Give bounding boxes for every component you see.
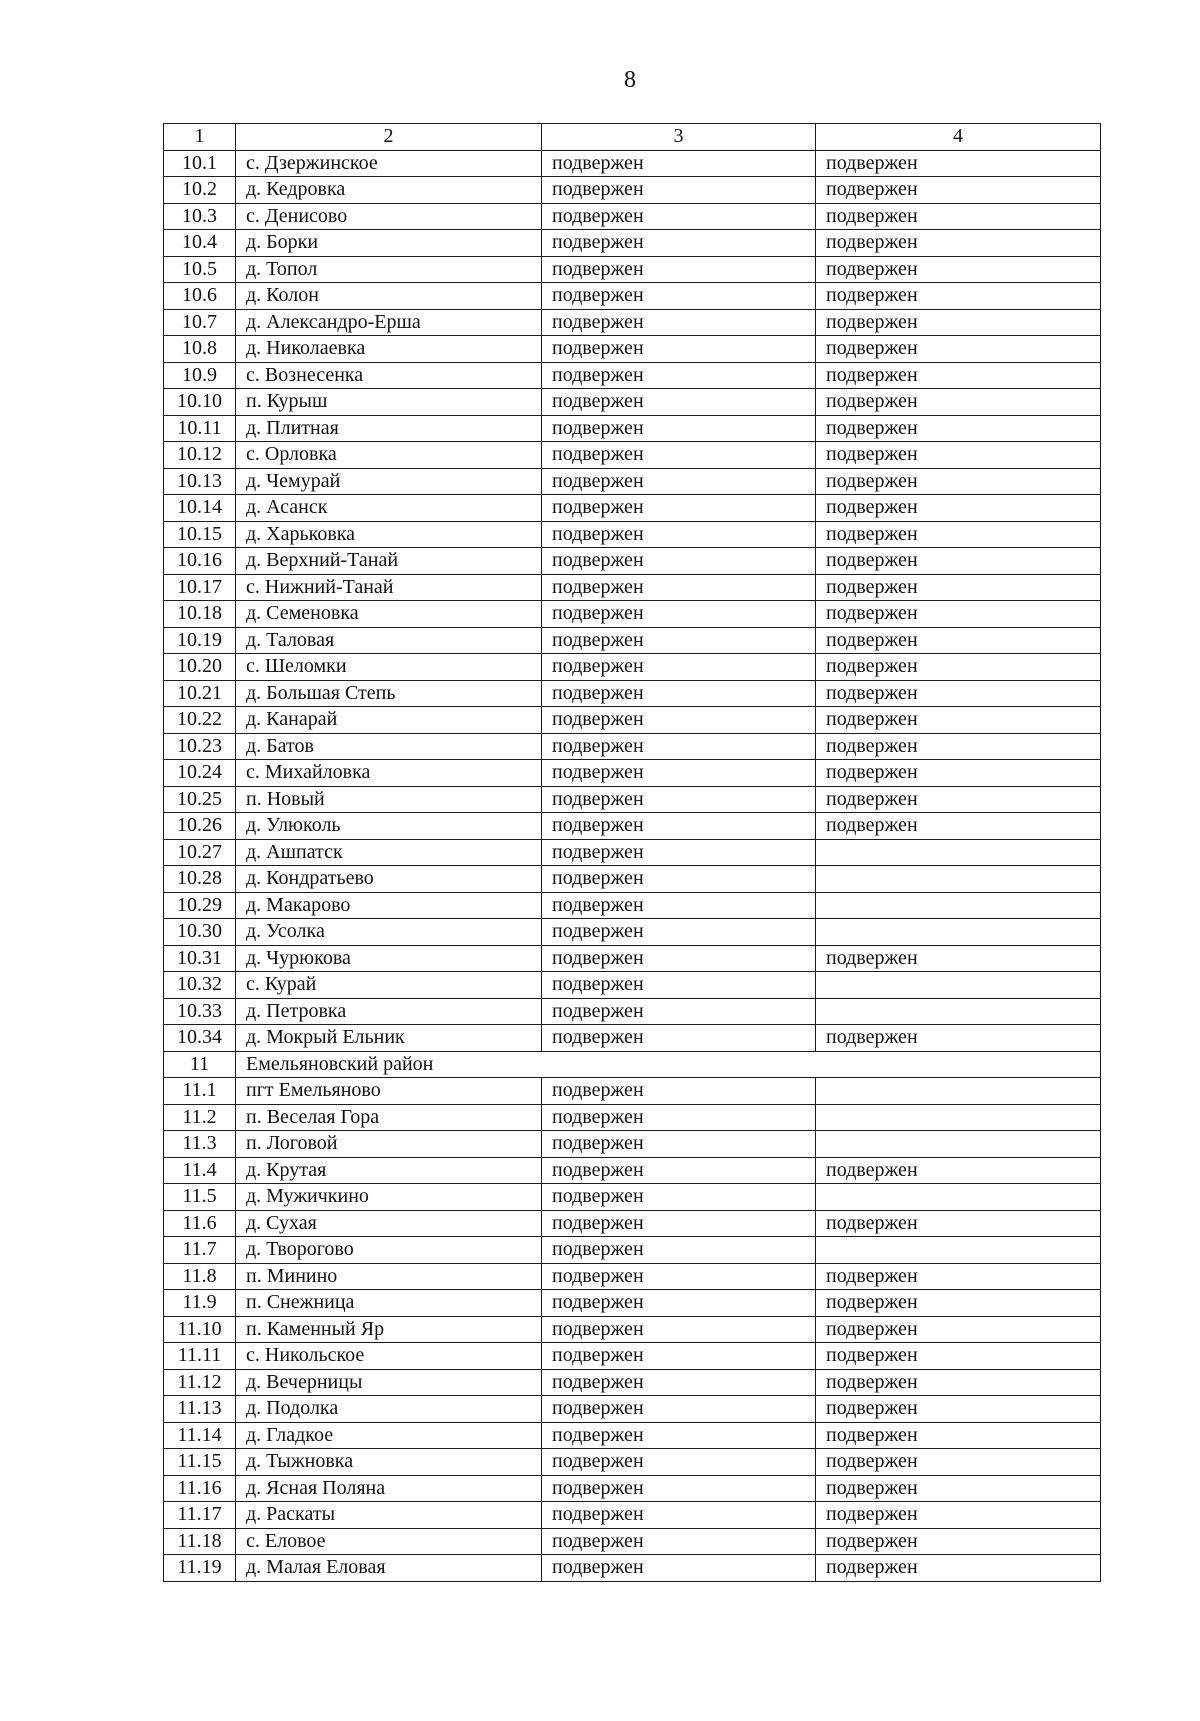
table-row <box>164 1449 1101 1476</box>
row-number: 10.27 <box>164 839 236 866</box>
settlement-name: д. Улюколь <box>236 813 542 840</box>
table-row <box>164 733 1101 760</box>
row-number: 10.1 <box>164 150 236 177</box>
row-number: 11.8 <box>164 1263 236 1290</box>
table-header-row <box>164 124 1101 151</box>
column-3-value: подвержен <box>542 892 816 919</box>
column-3-value: подвержен <box>542 1131 816 1158</box>
column-3-value: подвержен <box>542 415 816 442</box>
column-4-value: подвержен <box>816 733 1101 760</box>
column-3-value: подвержен <box>542 839 816 866</box>
column-3-value: подвержен <box>542 1555 816 1582</box>
row-number: 11.19 <box>164 1555 236 1582</box>
column-4-value: подвержен <box>816 203 1101 230</box>
column-4-value: подвержен <box>816 1157 1101 1184</box>
column-3-value: подвержен <box>542 442 816 469</box>
column-4-value: подвержен <box>816 495 1101 522</box>
row-number: 10.21 <box>164 680 236 707</box>
table-body <box>164 150 1101 1581</box>
column-4-value: подвержен <box>816 1502 1101 1529</box>
row-number: 10.17 <box>164 574 236 601</box>
settlement-name: д. Гладкое <box>236 1422 542 1449</box>
table-row <box>164 1237 1101 1264</box>
row-number: 10.4 <box>164 230 236 257</box>
row-number: 10.23 <box>164 733 236 760</box>
settlement-name: д. Петровка <box>236 998 542 1025</box>
column-4-value: подвержен <box>816 177 1101 204</box>
table-row <box>164 972 1101 999</box>
table-row <box>164 1475 1101 1502</box>
row-number: 11.12 <box>164 1369 236 1396</box>
table-row <box>164 1369 1101 1396</box>
settlement-name: д. Крутая <box>236 1157 542 1184</box>
row-number: 11.7 <box>164 1237 236 1264</box>
settlement-name: д. Чемурай <box>236 468 542 495</box>
table-row <box>164 574 1101 601</box>
column-4-value: подвержен <box>816 468 1101 495</box>
settlement-name: д. Ясная Поляна <box>236 1475 542 1502</box>
settlement-name: д. Верхний-Танай <box>236 548 542 575</box>
column-4-value: подвержен <box>816 786 1101 813</box>
column-3-value: подвержен <box>542 1157 816 1184</box>
settlement-name: д. Асанск <box>236 495 542 522</box>
row-number: 10.11 <box>164 415 236 442</box>
column-3-value: подвержен <box>542 654 816 681</box>
settlement-name: с. Шеломки <box>236 654 542 681</box>
column-4-value: подвержен <box>816 230 1101 257</box>
table-row <box>164 1422 1101 1449</box>
column-4-value: подвержен <box>816 1025 1101 1052</box>
table-row <box>164 680 1101 707</box>
column-3-value: подвержен <box>542 1528 816 1555</box>
column-3-value: подвержен <box>542 1237 816 1264</box>
row-number: 10.2 <box>164 177 236 204</box>
column-3-value: подвержен <box>542 468 816 495</box>
settlement-name: с. Курай <box>236 972 542 999</box>
table-row <box>164 336 1101 363</box>
column-4-value: подвержен <box>816 707 1101 734</box>
column-header-2: 2 <box>236 124 542 151</box>
column-4-value: подвержен <box>816 945 1101 972</box>
column-4-value: подвержен <box>816 1528 1101 1555</box>
column-4-value: подвержен <box>816 680 1101 707</box>
settlement-name: д. Харьковка <box>236 521 542 548</box>
settlement-name: д. Малая Еловая <box>236 1555 542 1582</box>
row-number: 10.9 <box>164 362 236 389</box>
settlement-name: д. Вечерницы <box>236 1369 542 1396</box>
table-row <box>164 601 1101 628</box>
settlement-name: д. Батов <box>236 733 542 760</box>
table-row <box>164 707 1101 734</box>
column-4-value: подвержен <box>816 548 1101 575</box>
table-row <box>164 415 1101 442</box>
table-row <box>164 1078 1101 1105</box>
column-3-value: подвержен <box>542 283 816 310</box>
table-row <box>164 442 1101 469</box>
row-number: 10.24 <box>164 760 236 787</box>
settlement-name: д. Николаевка <box>236 336 542 363</box>
table-row <box>164 760 1101 787</box>
table-row <box>164 1396 1101 1423</box>
row-number: 10.8 <box>164 336 236 363</box>
settlement-name: п. Снежница <box>236 1290 542 1317</box>
column-3-value: подвержен <box>542 919 816 946</box>
row-number: 11.13 <box>164 1396 236 1423</box>
settlement-name: д. Чурюкова <box>236 945 542 972</box>
table-row <box>164 203 1101 230</box>
column-4-value: подвержен <box>816 654 1101 681</box>
row-number: 10.30 <box>164 919 236 946</box>
column-4-value <box>816 919 1101 946</box>
settlement-name: д. Топол <box>236 256 542 283</box>
row-number: 11.10 <box>164 1316 236 1343</box>
settlement-name: с. Вознесенка <box>236 362 542 389</box>
settlement-name: п. Каменный Яр <box>236 1316 542 1343</box>
row-number: 10.28 <box>164 866 236 893</box>
settlement-name: д. Семеновка <box>236 601 542 628</box>
settlement-name: д. Александро-Ерша <box>236 309 542 336</box>
district-name: Емельяновский район <box>236 1051 1101 1078</box>
column-4-value <box>816 1184 1101 1211</box>
column-3-value: подвержен <box>542 1502 816 1529</box>
settlement-name: д. Подолка <box>236 1396 542 1423</box>
column-3-value: подвержен <box>542 389 816 416</box>
table-row <box>164 919 1101 946</box>
column-4-value: подвержен <box>816 1449 1101 1476</box>
settlement-name: с. Дзержинское <box>236 150 542 177</box>
column-3-value: подвержен <box>542 150 816 177</box>
column-3-value: подвержен <box>542 707 816 734</box>
column-3-value: подвержен <box>542 1449 816 1476</box>
row-number: 10.16 <box>164 548 236 575</box>
table-row <box>164 1316 1101 1343</box>
row-number: 10.32 <box>164 972 236 999</box>
column-4-value: подвержен <box>816 574 1101 601</box>
column-4-value <box>816 866 1101 893</box>
column-3-value: подвержен <box>542 998 816 1025</box>
settlement-name: д. Творогово <box>236 1237 542 1264</box>
table-row <box>164 627 1101 654</box>
column-3-value: подвержен <box>542 601 816 628</box>
column-3-value: подвержен <box>542 256 816 283</box>
column-4-value: подвержен <box>816 150 1101 177</box>
column-4-value <box>816 892 1101 919</box>
column-4-value: подвержен <box>816 813 1101 840</box>
table-row <box>164 1528 1101 1555</box>
settlement-name: д. Колон <box>236 283 542 310</box>
settlement-name: п. Веселая Гора <box>236 1104 542 1131</box>
settlement-name: д. Кедровка <box>236 177 542 204</box>
column-3-value: подвержен <box>542 521 816 548</box>
column-3-value: подвержен <box>542 495 816 522</box>
table-row <box>164 389 1101 416</box>
column-4-value <box>816 1131 1101 1158</box>
column-3-value: подвержен <box>542 203 816 230</box>
settlement-name: д. Ашпатск <box>236 839 542 866</box>
column-3-value: подвержен <box>542 336 816 363</box>
table-row <box>164 813 1101 840</box>
row-number: 11.6 <box>164 1210 236 1237</box>
table-row <box>164 1210 1101 1237</box>
settlement-name: с. Михайловка <box>236 760 542 787</box>
column-3-value: подвержен <box>542 733 816 760</box>
column-4-value: подвержен <box>816 627 1101 654</box>
settlement-name: п. Логовой <box>236 1131 542 1158</box>
row-number: 10.19 <box>164 627 236 654</box>
column-4-value: подвержен <box>816 1422 1101 1449</box>
settlement-name: с. Орловка <box>236 442 542 469</box>
table-row <box>164 1555 1101 1582</box>
settlement-name: д. Большая Степь <box>236 680 542 707</box>
table-row <box>164 362 1101 389</box>
row-number: 11.18 <box>164 1528 236 1555</box>
row-number: 11.4 <box>164 1157 236 1184</box>
column-3-value: подвержен <box>542 1396 816 1423</box>
row-number: 10.10 <box>164 389 236 416</box>
row-number: 10.18 <box>164 601 236 628</box>
table-row <box>164 309 1101 336</box>
column-4-value: подвержен <box>816 256 1101 283</box>
column-3-value: подвержен <box>542 760 816 787</box>
table-row <box>164 495 1101 522</box>
column-4-value: подвержен <box>816 309 1101 336</box>
column-3-value: подвержен <box>542 1316 816 1343</box>
table-row <box>164 150 1101 177</box>
table-row <box>164 786 1101 813</box>
row-number: 10.29 <box>164 892 236 919</box>
column-4-value: подвержен <box>816 1369 1101 1396</box>
table-row <box>164 866 1101 893</box>
table-row <box>164 998 1101 1025</box>
column-3-value: подвержен <box>542 813 816 840</box>
settlement-name: д. Тыжновка <box>236 1449 542 1476</box>
table-row <box>164 468 1101 495</box>
row-number: 11.17 <box>164 1502 236 1529</box>
column-4-value: подвержен <box>816 1210 1101 1237</box>
column-4-value <box>816 1078 1101 1105</box>
column-3-value: подвержен <box>542 1369 816 1396</box>
column-4-value: подвержен <box>816 442 1101 469</box>
row-number: 10.34 <box>164 1025 236 1052</box>
column-4-value <box>816 972 1101 999</box>
row-number: 11.15 <box>164 1449 236 1476</box>
table-row <box>164 945 1101 972</box>
table-row <box>164 1131 1101 1158</box>
column-4-value: подвержен <box>816 389 1101 416</box>
settlement-name: п. Новый <box>236 786 542 813</box>
settlement-name: п. Минино <box>236 1263 542 1290</box>
row-number: 11.3 <box>164 1131 236 1158</box>
row-number: 11.2 <box>164 1104 236 1131</box>
table-row <box>164 283 1101 310</box>
column-3-value: подвержен <box>542 945 816 972</box>
column-header-3: 3 <box>542 124 816 151</box>
table-row <box>164 230 1101 257</box>
column-4-value: подвержен <box>816 1396 1101 1423</box>
settlement-name: пгт Емельяново <box>236 1078 542 1105</box>
column-4-value: подвержен <box>816 521 1101 548</box>
settlement-name: д. Кондратьево <box>236 866 542 893</box>
row-number: 11.14 <box>164 1422 236 1449</box>
table-row <box>164 256 1101 283</box>
row-number: 10.13 <box>164 468 236 495</box>
settlement-name: д. Раскаты <box>236 1502 542 1529</box>
settlement-name: д. Плитная <box>236 415 542 442</box>
settlement-name: с. Никольское <box>236 1343 542 1370</box>
row-number: 11.5 <box>164 1184 236 1211</box>
table-row <box>164 1157 1101 1184</box>
row-number: 10.20 <box>164 654 236 681</box>
column-4-value: подвержен <box>816 1316 1101 1343</box>
column-4-value: подвержен <box>816 362 1101 389</box>
settlement-name: д. Борки <box>236 230 542 257</box>
column-4-value: подвержен <box>816 415 1101 442</box>
row-number: 11.11 <box>164 1343 236 1370</box>
table-row <box>164 1263 1101 1290</box>
row-number: 10.33 <box>164 998 236 1025</box>
column-4-value: подвержен <box>816 1555 1101 1582</box>
settlement-name: с. Нижний-Танай <box>236 574 542 601</box>
row-number: 10.7 <box>164 309 236 336</box>
table-row <box>164 1184 1101 1211</box>
settlement-name: д. Таловая <box>236 627 542 654</box>
row-number: 10.26 <box>164 813 236 840</box>
column-4-value: подвержен <box>816 1290 1101 1317</box>
table-row <box>164 1104 1101 1131</box>
column-3-value: подвержен <box>542 1078 816 1105</box>
row-number: 11.1 <box>164 1078 236 1105</box>
column-4-value <box>816 1237 1101 1264</box>
column-3-value: подвержен <box>542 230 816 257</box>
column-3-value: подвержен <box>542 362 816 389</box>
table-row <box>164 654 1101 681</box>
settlement-name: п. Курыш <box>236 389 542 416</box>
table-row <box>164 839 1101 866</box>
column-3-value: подвержен <box>542 309 816 336</box>
settlement-name: д. Мокрый Ельник <box>236 1025 542 1052</box>
column-4-value <box>816 998 1101 1025</box>
column-4-value: подвержен <box>816 1475 1101 1502</box>
section-row <box>164 1051 1101 1078</box>
row-number: 10.25 <box>164 786 236 813</box>
column-3-value: подвержен <box>542 1263 816 1290</box>
row-number: 11.16 <box>164 1475 236 1502</box>
table-row <box>164 1343 1101 1370</box>
row-number: 10.31 <box>164 945 236 972</box>
row-number: 10.12 <box>164 442 236 469</box>
column-3-value: подвержен <box>542 1184 816 1211</box>
column-header-1: 1 <box>164 124 236 151</box>
column-3-value: подвержен <box>542 1343 816 1370</box>
row-number: 11.9 <box>164 1290 236 1317</box>
settlement-name: д. Усолка <box>236 919 542 946</box>
column-3-value: подвержен <box>542 786 816 813</box>
column-3-value: подвержен <box>542 574 816 601</box>
column-3-value: подвержен <box>542 1422 816 1449</box>
settlement-name: с. Денисово <box>236 203 542 230</box>
page-number: 8 <box>624 67 636 93</box>
settlement-name: с. Еловое <box>236 1528 542 1555</box>
settlement-name: д. Канарай <box>236 707 542 734</box>
column-4-value <box>816 839 1101 866</box>
table-row <box>164 1290 1101 1317</box>
column-4-value <box>816 1104 1101 1131</box>
row-number: 10.6 <box>164 283 236 310</box>
table-row <box>164 1502 1101 1529</box>
column-3-value: подвержен <box>542 177 816 204</box>
settlement-name: д. Сухая <box>236 1210 542 1237</box>
column-header-4: 4 <box>816 124 1101 151</box>
column-3-value: подвержен <box>542 548 816 575</box>
column-4-value: подвержен <box>816 601 1101 628</box>
table-row <box>164 892 1101 919</box>
column-4-value: подвержен <box>816 336 1101 363</box>
row-number: 10.5 <box>164 256 236 283</box>
column-3-value: подвержен <box>542 1290 816 1317</box>
table-row <box>164 521 1101 548</box>
column-3-value: подвержен <box>542 680 816 707</box>
column-3-value: подвержен <box>542 627 816 654</box>
row-number: 10.14 <box>164 495 236 522</box>
settlement-name: д. Мужичкино <box>236 1184 542 1211</box>
column-3-value: подвержен <box>542 866 816 893</box>
table-row <box>164 1025 1101 1052</box>
column-4-value: подвержен <box>816 283 1101 310</box>
column-4-value: подвержен <box>816 1263 1101 1290</box>
row-number: 10.15 <box>164 521 236 548</box>
table-row <box>164 177 1101 204</box>
column-4-value: подвержен <box>816 760 1101 787</box>
row-number: 10.22 <box>164 707 236 734</box>
settlements-table <box>163 123 1101 1582</box>
table-row <box>164 548 1101 575</box>
column-3-value: подвержен <box>542 972 816 999</box>
row-number: 11 <box>164 1051 236 1078</box>
column-4-value: подвержен <box>816 1343 1101 1370</box>
row-number: 10.3 <box>164 203 236 230</box>
column-3-value: подвержен <box>542 1025 816 1052</box>
settlement-name: д. Макарово <box>236 892 542 919</box>
column-3-value: подвержен <box>542 1210 816 1237</box>
column-3-value: подвержен <box>542 1104 816 1131</box>
column-3-value: подвержен <box>542 1475 816 1502</box>
